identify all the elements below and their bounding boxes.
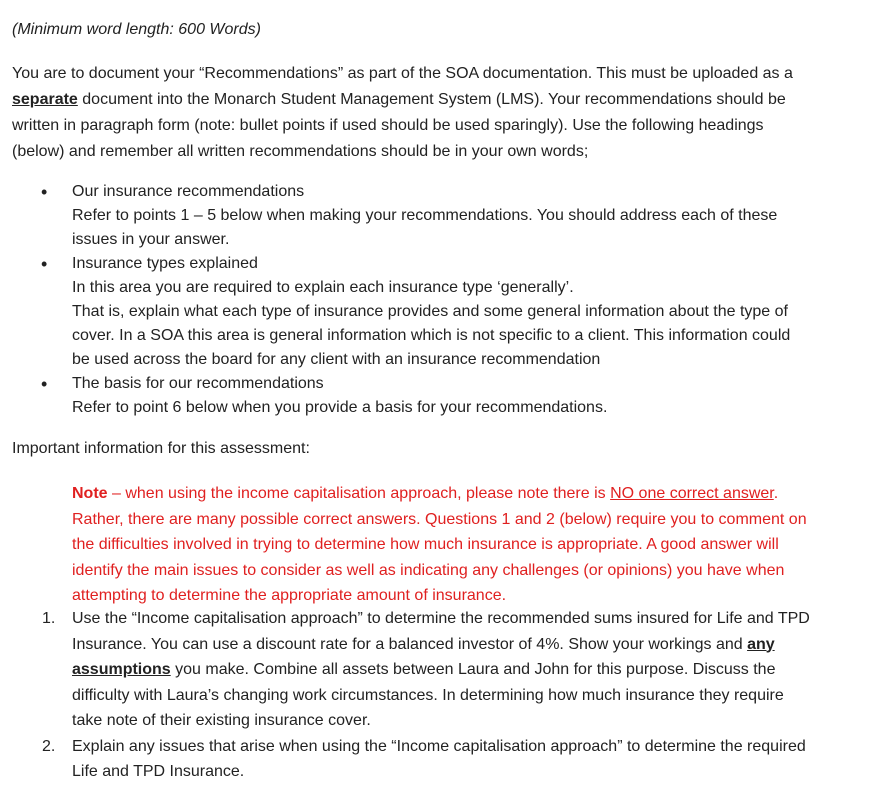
headings-bullet-list: [12, 180, 812, 420]
note-text-part1: – when using the income capitalisation approach, please note there is: [107, 485, 611, 502]
numbered-item: [12, 606, 812, 734]
minimum-word-length: (Minimum word length: 600 Words): [12, 21, 261, 38]
numbered-item: [12, 734, 812, 785]
intro-paragraph: [12, 61, 812, 165]
intro-text-part1: You are to document your “Recommendations” as part of the SOA documentation. This must be uploaded as a: [12, 65, 793, 82]
bullet-heading: Our insurance recommendations: [72, 183, 305, 200]
item-text-part1: Explain any issues that arise when using the “Income capitalisation approach” to determine the required Life and TPD Insurance.: [72, 737, 806, 780]
bullet-dot-icon: •: [41, 182, 48, 202]
item-text-part1: Use the “Income capitalisation approach” to determine the recommended sums insured for Life and TPD Insurance. You can use a discount rate for a balanced investor of 4%. Show your workings and: [72, 610, 810, 653]
item-emphasis: any assumptions: [72, 635, 775, 678]
bullet-dot-icon: •: [41, 374, 48, 394]
item-number: 2.: [42, 737, 56, 755]
bullet-heading: The basis for our recommendations: [72, 375, 324, 392]
bullet-heading: Insurance types explained: [72, 255, 258, 272]
important-heading: Important information for this assessment:: [12, 440, 310, 457]
bullet-text: Refer to points 1 – 5 below when making your recommendations. You should address each of these issues in your answer.: [72, 207, 778, 248]
bullet-item: [12, 372, 812, 420]
numbered-list: [12, 606, 812, 785]
intro-text-part2: document into the Monarch Student Management System (LMS). Your recommendations should be written in paragraph form (note: bullet points if used should be used sparingly). Use the following headings (below) and remember all written recommendations should be in your own words;: [12, 91, 786, 160]
note-text-part2: . Rather, there are many possible correct answers. Questions 1 and 2 (below) require you to comment on the difficulties involved in trying to determine how much insurance is appropriate. A good answer will identify the main issues to consider as well as indicating any challenges (or opinions) you have when attempting to determine the appropriate amount of insurance.: [72, 485, 807, 604]
item-number: 1.: [42, 610, 56, 627]
note-paragraph: [72, 481, 812, 609]
note-label: Note: [72, 485, 108, 502]
bullet-text: Refer to point 6 below when you provide a basis for your recommendations.: [72, 399, 608, 416]
bullet-item: [12, 180, 812, 252]
note-underlined: NO one correct answer: [610, 485, 774, 502]
bullet-dot-icon: •: [41, 254, 48, 274]
bullet-text: In this area you are required to explain each insurance type ‘generally’.: [72, 279, 574, 296]
item-text-part2: you make. Combine all assets between Laura and John for this purpose. Discuss the difficulty with Laura’s changing work circumstances. In determining how much insurance they require take note of their existing insurance cover.: [72, 661, 784, 729]
intro-emphasis: separate: [12, 91, 78, 108]
bullet-item: [12, 252, 812, 372]
bullet-text: That is, explain what each type of insurance provides and some general information about the type of cover. In a SOA this area is general information which is not specific to a client. This information could be used across the board for any client with an insurance recommendation: [72, 303, 791, 368]
